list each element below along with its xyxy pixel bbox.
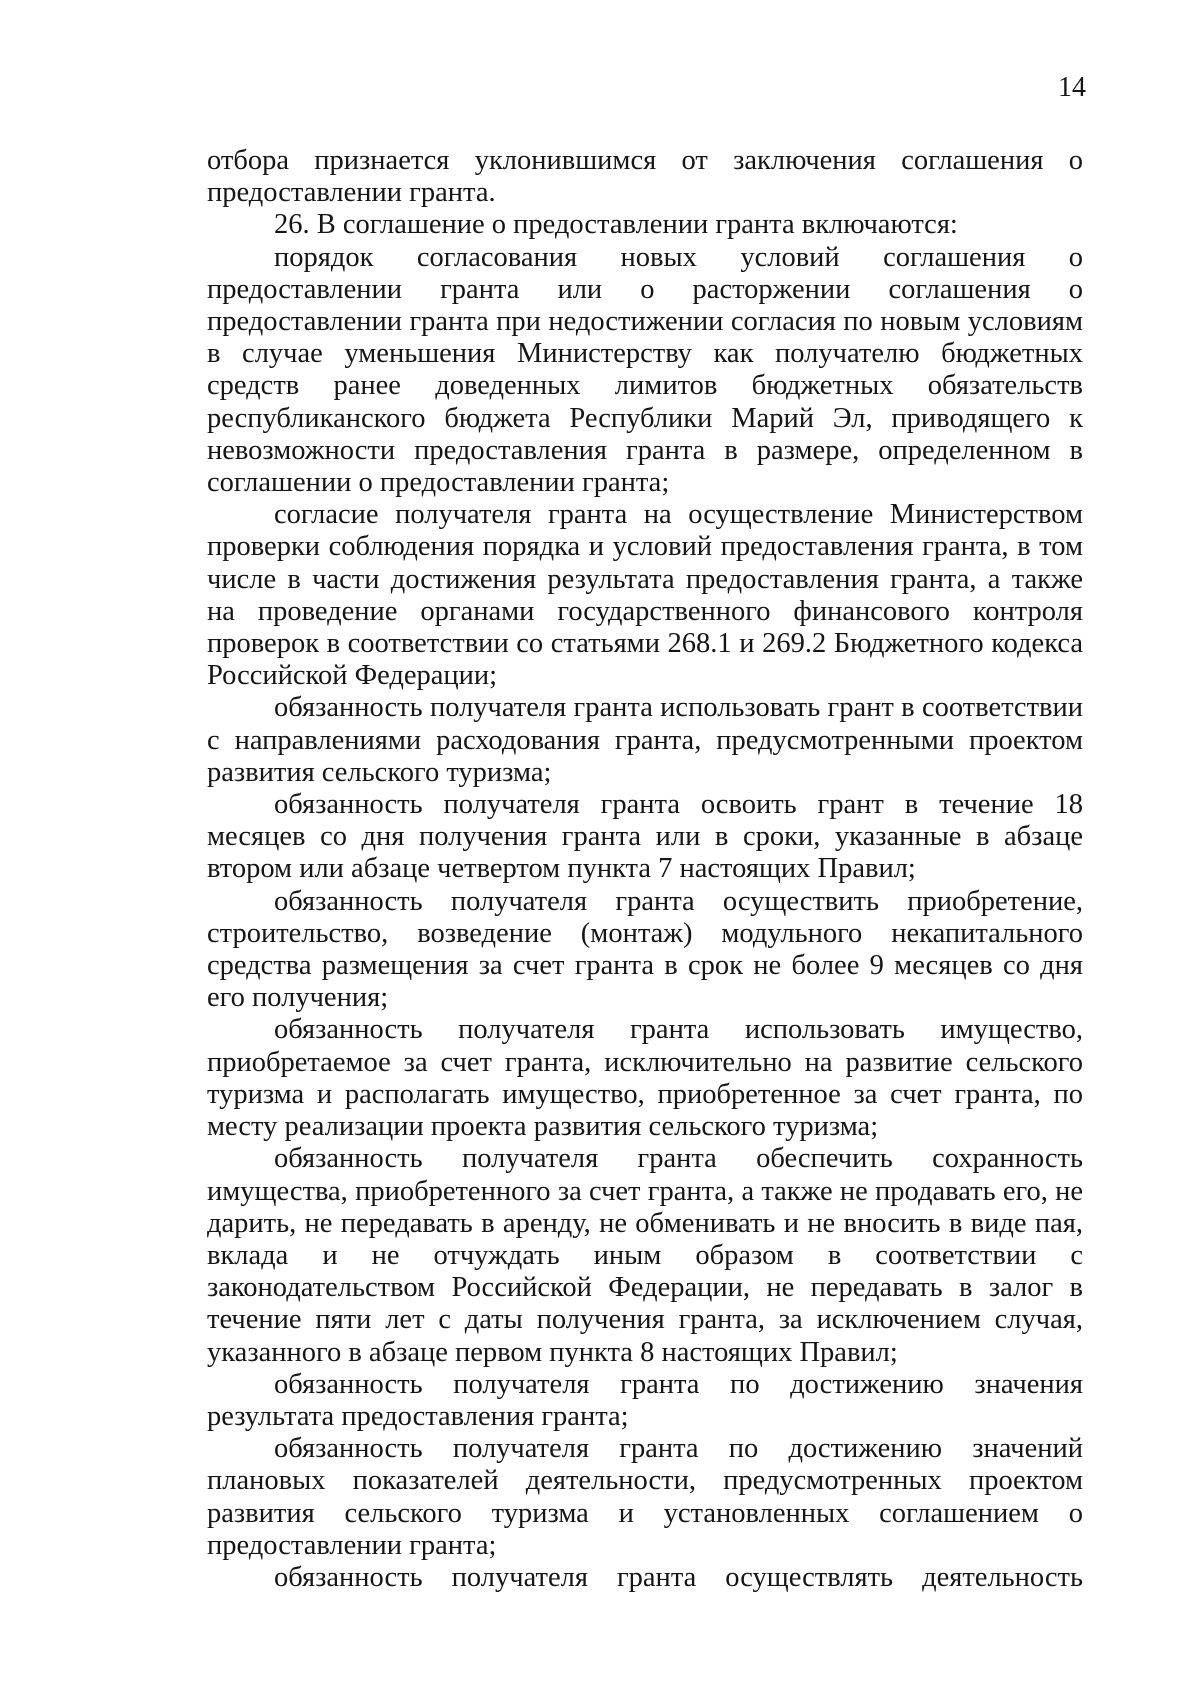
- document-body: [207, 145, 1083, 1594]
- paragraph-consent-inspections: согласие получателя гранта на осуществление Министерством проверки соблюдения порядка и условий предоставления гранта, в том числе в части достижения результата предоставления гранта, а также на проведение органами государственного финансового контроля проверок в соответствии со статьями 268.1 и 269.2 Бюджетного кодекса Российской Федерации;: [207, 499, 1083, 692]
- paragraph-obligation-indicators: обязанность получателя гранта по достижению значений плановых показателей деятельности, предусмотренных проектом развития сельского туризма и установленных соглашением о предоставлении гранта;: [207, 1433, 1083, 1561]
- paragraph-obligation-activity: обязанность получателя гранта осуществлять деятельность: [274, 1561, 1083, 1593]
- paragraph-obligation-result: обязанность получателя гранта по достижению значения результата предоставления гранта;: [207, 1368, 1083, 1432]
- paragraph-obligation-construction: обязанность получателя гранта осуществить приобретение, строительство, возведение (монтаж) модульного некапитального средства размещения за счет гранта в срок не более 9 месяцев со дня его получения;: [207, 885, 1083, 1014]
- paragraph-item-26: 26. В соглашение о предоставлении гранта включаются:: [274, 209, 958, 241]
- paragraph-obligation-property-use: обязанность получателя гранта использовать имущество, приобретаемое за счет гранта, исключительно на развитие сельского туризма и располагать имущество, приобретенное за счет гранта, по месту реализации проекта развития сельского туризма;: [207, 1014, 1083, 1143]
- page-number: 14: [1058, 72, 1086, 103]
- paragraph-obligation-use-grant: обязанность получателя гранта использовать грант в соответствии с направлениями расходования гранта, предусмотренными проектом развития сельского туризма;: [207, 692, 1083, 788]
- paragraph-obligation-property-safety: обязанность получателя гранта обеспечить сохранность имущества, приобретенного за счет гранта, а также не продавать его, не дарить, не передавать в аренду, не обменивать и не вносить в виде пая, вклада и не отчуждать иным образом в соответствии с законодательством Российской Федерации, не передавать в залог в течение пяти лет с даты получения гранта, за исключением случая, указанного в абзаце первом пункта 8 настоящих Правил;: [207, 1143, 1083, 1368]
- paragraph-obligation-spend-term: обязанность получателя гранта освоить грант в течение 18 месяцев со дня получения гранта или в сроки, указанные в абзаце втором или абзаце четвертом пункта 7 настоящих Правил;: [207, 789, 1083, 885]
- paragraph-approval-procedure: порядок согласования новых условий соглашения о предоставлении гранта или о расторжении соглашения о предоставлении гранта при недостижении согласия по новым условиям в случае уменьшения Министерству как получателю бюджетных средств ранее доведенных лимитов бюджетных обязательств республиканского бюджета Республики Марий Эл, приводящего к невозможности предоставления гранта в размере, определенном в соглашении о предоставлении гранта;: [207, 241, 1083, 499]
- paragraph-continuation: отбора признается уклонившимся от заключения соглашения о предоставлении гранта.: [207, 145, 1083, 209]
